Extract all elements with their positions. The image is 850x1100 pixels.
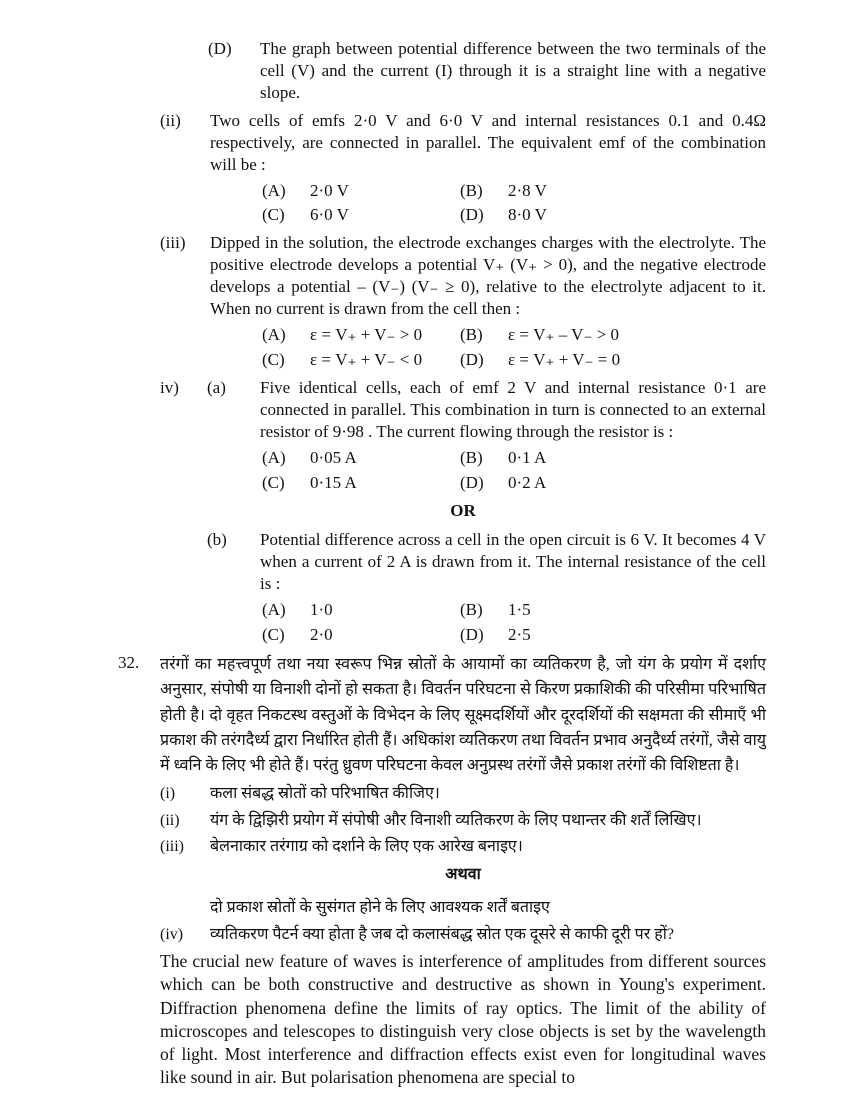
option-value: 8·0 V: [508, 205, 547, 225]
option-label: (C): [262, 349, 285, 369]
option-label: (B): [460, 325, 483, 345]
option-d-label: (D): [208, 39, 232, 58]
question-ii-label: (ii): [160, 110, 181, 130]
question-ii-text: Two cells of emfs 2·0 V and 6·0 V and internal resistances 0.1 and 0.4Ω respectively, are connected in parallel. The equivalent emf of the combination will be :: [210, 110, 766, 174]
subquestion-iii-label: (iii): [160, 837, 184, 855]
option-value: ε = V₊ + V₋ = 0: [508, 349, 621, 369]
subpart-a-label: (a): [207, 377, 226, 397]
question-32-english-text: The crucial new feature of waves is interference of amplitudes from different sources which can be both constructive and destructive as shown in Young's experiment. Diffraction phenomena define the limits of ray optics. The limit of the ability of microscopes and telescopes to distinguish very close objects is set by the wavelength of light. Most interference and diffraction effects exist even for longitudinal waves like sound in air. But polarisation phenomena are special to: [160, 950, 766, 1088]
subquestion-iii-text: बेलनाकार तरंगाग्र को दर्शाने के लिए एक आरेख बनाइए।: [210, 837, 523, 855]
option-label: (D): [460, 472, 484, 492]
subquestion-ii-label: (ii): [160, 811, 180, 829]
option-value: 2·8 V: [508, 180, 547, 200]
option-label: (D): [460, 625, 484, 645]
question-iii-label: (iii): [160, 233, 186, 253]
question-32: [118, 652, 766, 778]
option-label: (D): [460, 205, 484, 225]
option-value: 2·0: [310, 625, 333, 645]
subquestion-iv-text: व्यतिकरण पैटर्न क्या होता है जब दो कलासंबद्ध स्रोत एक दूसरे से काफी दूरी पर हों?: [210, 925, 675, 943]
question-iv-b: [160, 529, 766, 646]
option-value: 0·2 A: [508, 472, 547, 492]
question-iv-a-text: Five identical cells, each of emf 2 V and internal resistance 0·1 are connected in parallel. This combination in turn is connected to an external resistor of 9·98 . The current flowing through the resistor is :: [260, 377, 766, 441]
subquestion-iv: [160, 922, 766, 947]
question-iv-a-body: [260, 377, 766, 494]
question-iv-a: [160, 377, 766, 494]
option-value: 0·15 A: [310, 472, 357, 492]
subpart-b-label: (b): [207, 530, 227, 550]
option-label: (C): [262, 205, 285, 225]
question-ii: [160, 110, 766, 227]
option-value: 0·1 A: [508, 447, 547, 467]
option-label: (A): [262, 325, 286, 345]
subquestion-i: [160, 781, 766, 806]
option-d-text: The graph between potential difference between the two terminals of the cell (V) and the current (I) through it is a straight line with a negative slope.: [260, 39, 766, 102]
option-label: (C): [262, 472, 285, 492]
subquestion-iv-label: (iv): [160, 925, 184, 943]
subquestion-ii: [160, 808, 766, 833]
option-label: (A): [262, 447, 286, 467]
option-value: ε = V₊ – V₋ > 0: [508, 325, 620, 345]
option-value: 2·5: [508, 625, 531, 645]
subquestion-iii: [160, 834, 766, 859]
question-32-hindi-text: तरंगों का महत्त्वपूर्ण तथा नया स्वरूप भिन्न स्रोतों के आयामों का व्यतिकरण है, जो यंग के प्रयोग में दर्शाए अनुसार, संपोषी या विनाशी दोनों हो सकता है। विवर्तन परिघटना से किरण प्रकाशिकी की परिसीमा परिभाषित होती है। दो वृहत निकटस्थ वस्तुओं के विभेदन के लिए सूक्ष्मदर्शियों और दूरदर्शियों की सक्षमता की सीमाएँ भी प्रकाश की तरंगदैर्ध्य द्वारा निर्धारित होती हैं। अधिकांश व्यतिकरण तथा विवर्तन प्रभाव अनुदैर्ध्य तरंगों, जैसे वायु में ध्वनि के लिए भी होते हैं। परंतु ध्रुवण परिघटना केवल अनुप्रस्थ तरंगों जैसे प्रकाश तरंगों की विशिष्टता है।: [160, 656, 766, 775]
question-iv-b-text: Potential difference across a cell in the open circuit is 6 V. It becomes 4 V when a current of 2 A is drawn from it. The internal resistance of the cell is :: [260, 530, 766, 594]
coherent-sources-line: दो प्रकाश स्रोतों के सुसंगत होने के लिए आवश्यक शर्तें बताइए: [210, 899, 550, 917]
question-iii-options: [262, 324, 766, 371]
question-iv-b-body: [260, 529, 766, 646]
question-iii: [160, 232, 766, 371]
option-value: 1·0: [310, 600, 333, 620]
question-iii-body: [210, 232, 766, 371]
option-label: (B): [460, 600, 483, 620]
option-value: ε = V₊ + V₋ < 0: [310, 349, 423, 369]
option-value: 1·5: [508, 600, 531, 620]
option-value: 6·0 V: [310, 205, 349, 225]
question-ii-options: [262, 180, 766, 227]
question-number: 32.: [118, 653, 140, 673]
option-label: (B): [460, 447, 483, 467]
subquestion-i-label: (i): [160, 785, 176, 803]
question-iii-text: Dipped in the solution, the electrode exchanges charges with the electrolyte. The positive electrode develops a potential V₊ (V₊ > 0), and the negative electrode develops a potential – (V₋) (V₋ ≥ 0), relative to the electrolyte adjacent to it. When no current is drawn from the cell then :: [210, 233, 766, 319]
option-label: (D): [460, 349, 484, 369]
subquestion-i-text: कला संबद्ध स्रोतों को परिभाषित कीजिए।: [210, 785, 440, 803]
question-iv-label: iv): [160, 377, 179, 397]
subquestion-ii-text: यंग के द्विझिरी प्रयोग में संपोषी और विनाशी व्यतिकरण के लिए पथान्तर की शर्तें लिखिए।: [210, 811, 702, 829]
or-divider-hindi: अथवा: [445, 866, 481, 884]
option-label: (A): [262, 600, 286, 620]
option-label: (B): [460, 180, 483, 200]
option-label: (C): [262, 625, 285, 645]
option-value: 2·0 V: [310, 180, 349, 200]
question-iv-b-options: [262, 599, 766, 646]
question-iv-a-options: [262, 447, 766, 494]
option-label: (A): [262, 180, 286, 200]
or-divider: OR: [450, 500, 476, 520]
statement-d: [160, 38, 766, 104]
option-value: 0·05 A: [310, 447, 357, 467]
question-ii-body: [210, 110, 766, 227]
option-value: ε = V₊ + V₋ > 0: [310, 325, 423, 345]
